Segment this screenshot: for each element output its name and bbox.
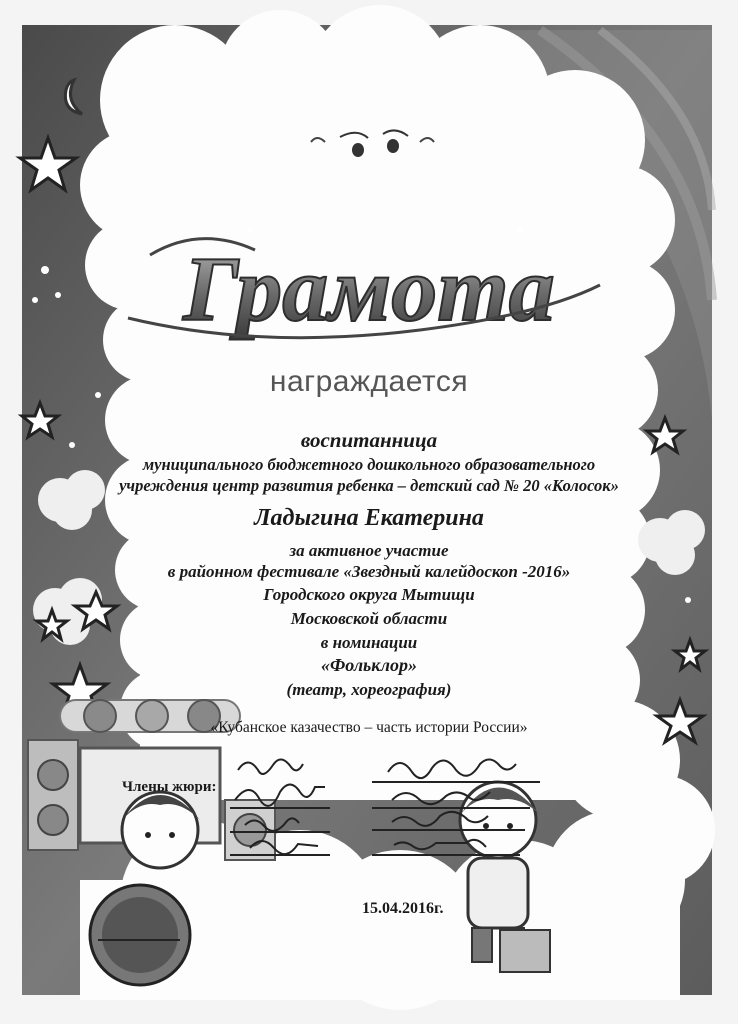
- nomination-title: «Фольклор»: [320, 655, 418, 675]
- reason-line: в районном фестивале «Звездный калейдоскоп -2016»: [167, 562, 571, 581]
- svg-text:Грамота: Грамота: [183, 238, 555, 340]
- jury-label: Члены жюри:: [122, 779, 217, 795]
- recipient-name: Ладыгина Екатерина: [254, 505, 484, 531]
- certificate-title-lettering: [128, 238, 600, 340]
- nomination-subtitle: (театр, хореография): [286, 680, 452, 699]
- organization-line-2: учреждения центр развития ребенка – детский сад № 20 «Колосок»: [119, 476, 619, 495]
- reason-line: Московской области: [290, 609, 448, 628]
- recipient-status: воспитанница: [300, 428, 438, 452]
- reason-line: Городского округа Мытищи: [263, 585, 475, 604]
- issue-date: 15.04.2016г.: [362, 900, 444, 917]
- organization-line-1: муниципального бюджетного дошкольного образовательного: [142, 455, 596, 474]
- awarded-heading: награждается: [269, 365, 469, 398]
- reason-line: за активное участие: [289, 541, 449, 560]
- reason-line: в номинации: [320, 633, 418, 652]
- festival-theme: «Кубанское казачество – часть истории России»: [210, 719, 528, 736]
